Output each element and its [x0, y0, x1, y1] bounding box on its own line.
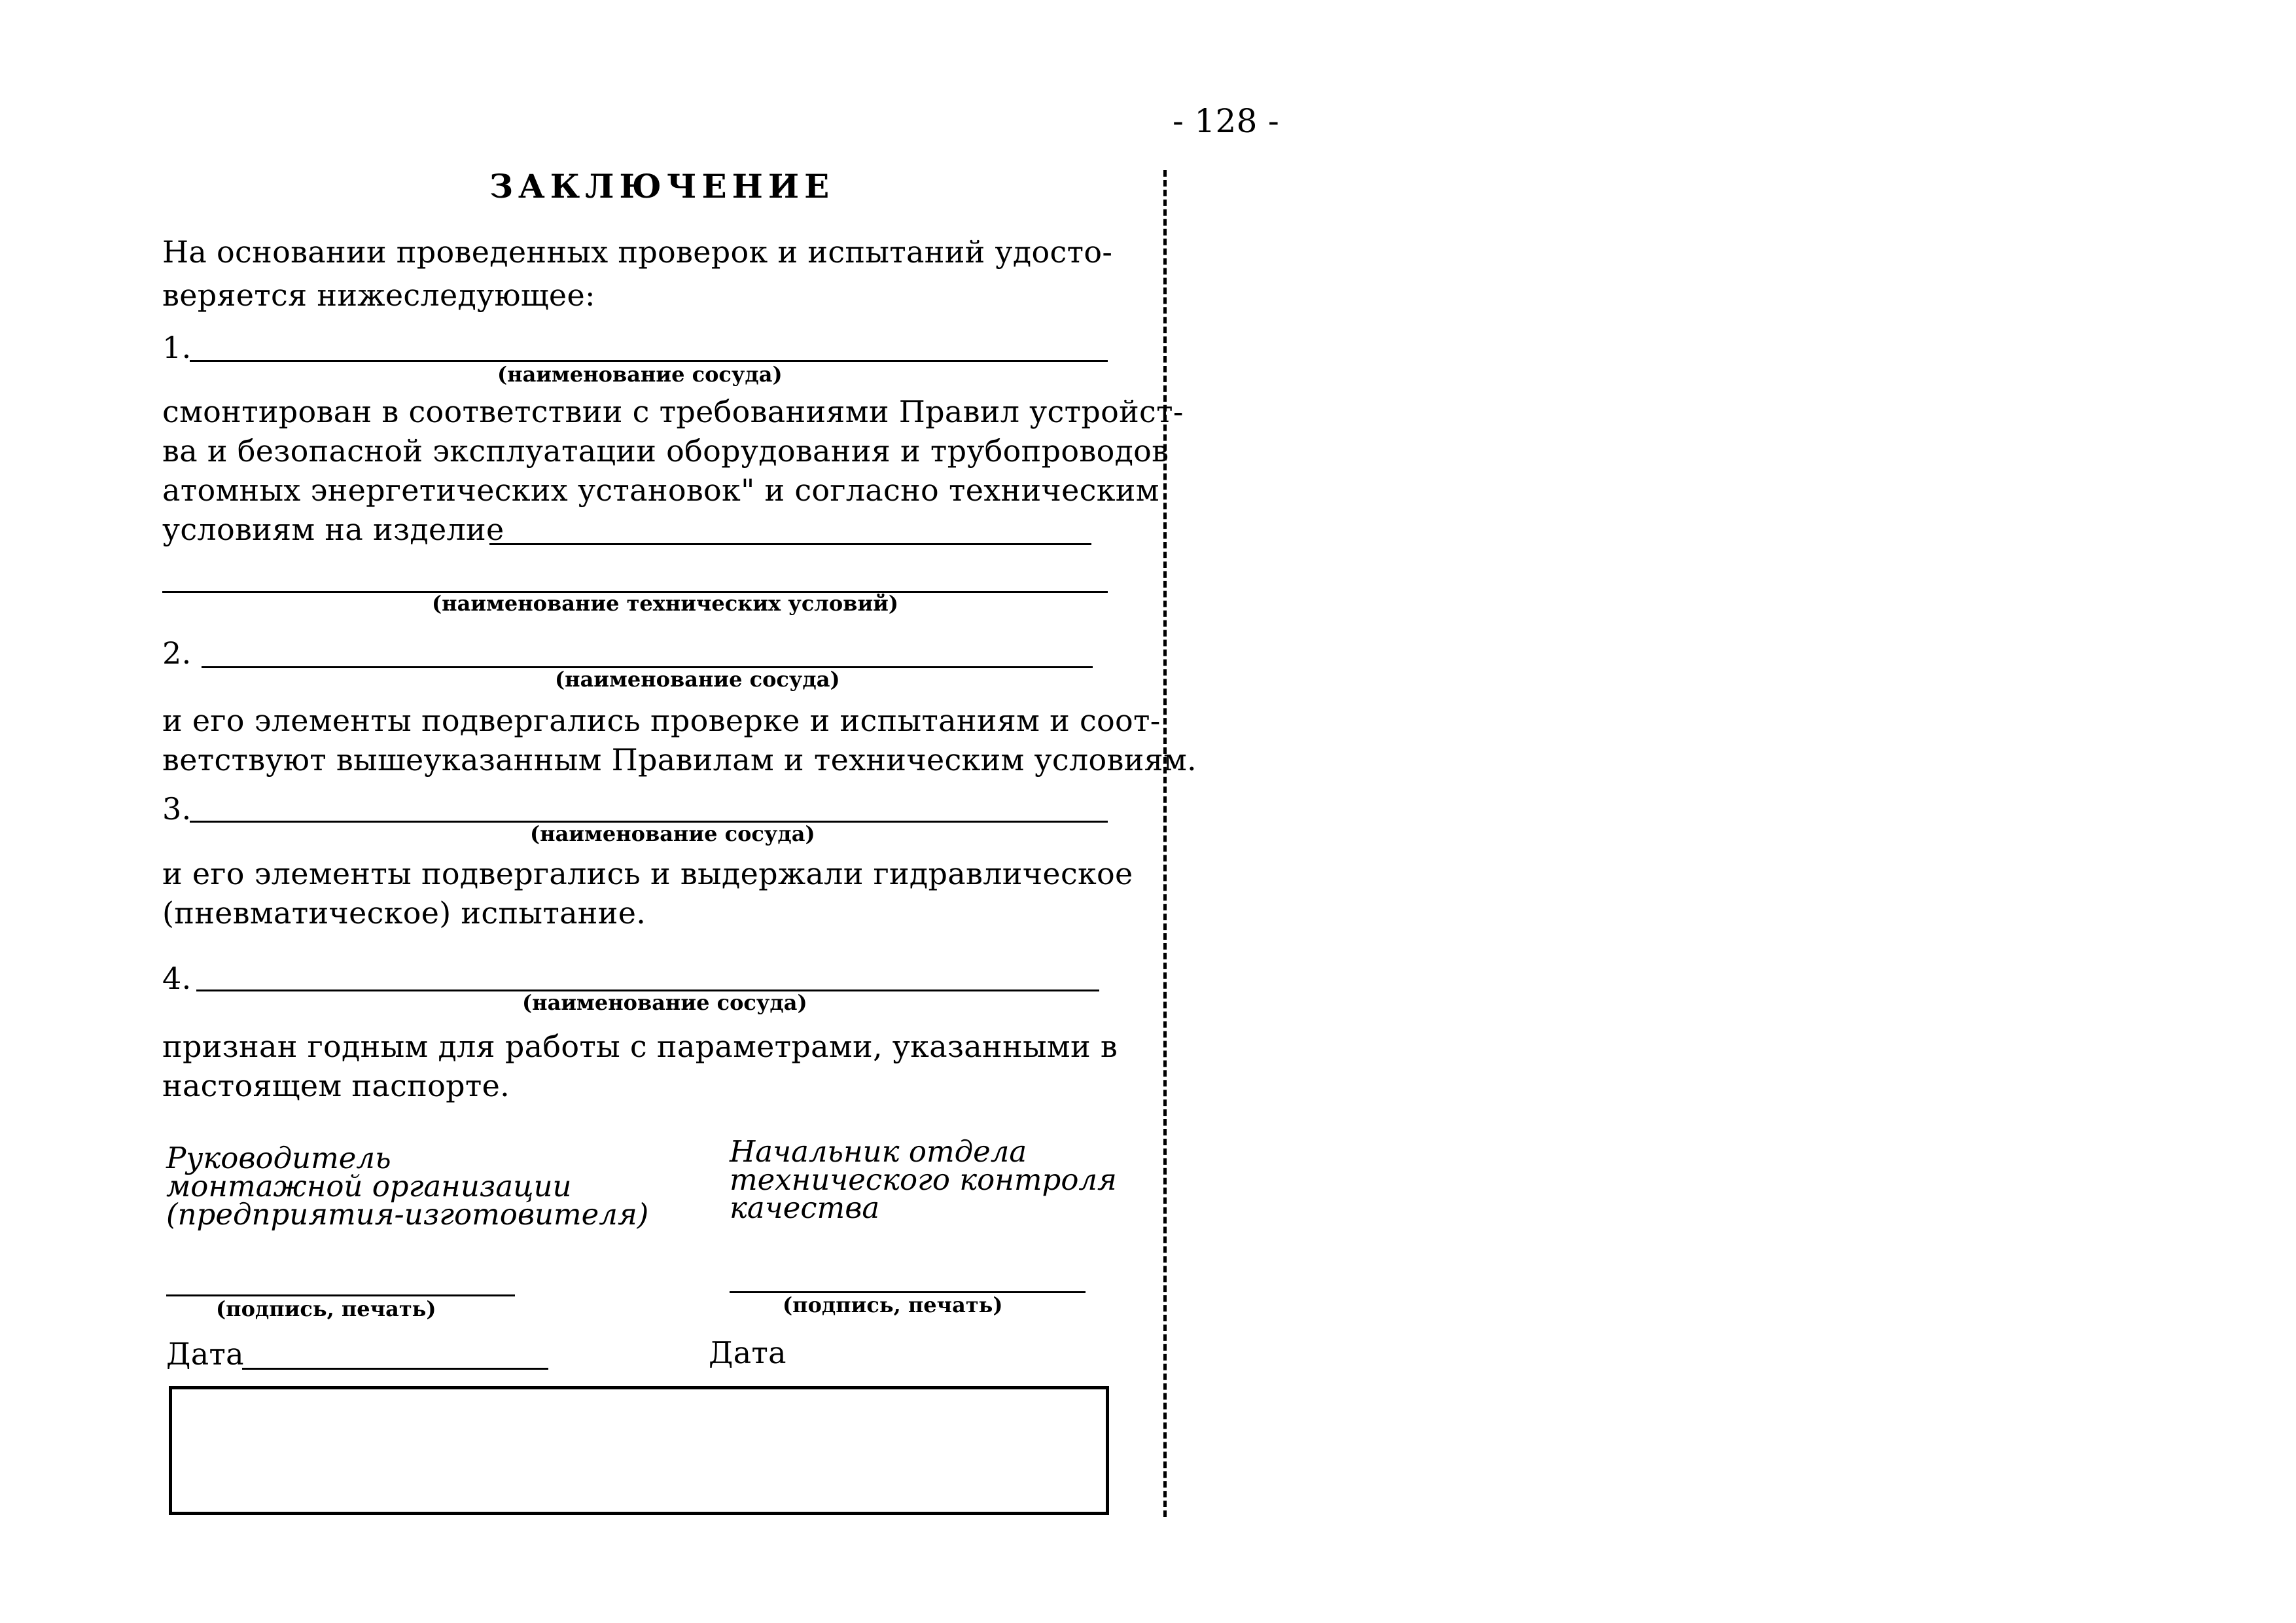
right-date-label: Дата	[709, 1335, 786, 1370]
left-signatory-line-2: монтажной организации	[166, 1169, 572, 1204]
intro-line-2: веряется нижеследующее:	[162, 277, 595, 313]
right-signature-caption: (подпись, печать)	[783, 1293, 1003, 1317]
right-signatory-line-3: качества	[730, 1190, 880, 1225]
item-3-caption: (наименование сосуда)	[530, 821, 815, 846]
spec-caption: (наименование технических условий)	[432, 591, 899, 616]
left-signatory-line-3: (предприятия-изготовителя)	[166, 1197, 649, 1232]
item-2-caption: (наименование сосуда)	[555, 667, 840, 692]
left-date-field[interactable]	[242, 1368, 548, 1370]
right-signatory-line-2: технического контроля	[730, 1162, 1117, 1197]
item-3-text-line-1: и его элементы подвергались и выдержали гидравлическое	[162, 856, 1133, 891]
left-signatory-title	[166, 1141, 649, 1232]
item-4-text-line-2: настоящем паспорте.	[162, 1068, 510, 1103]
page-number: - 128 -	[1173, 102, 1280, 140]
item-4-text-line-1: признан годным для работы с параметрами, указанными в	[162, 1029, 1118, 1064]
item-1-number: 1.	[162, 330, 192, 365]
product-spec-field[interactable]	[489, 543, 1091, 545]
intro-line-1: На основании проведенных проверок и испытаний удосто-	[162, 234, 1113, 270]
item-2-number: 2.	[162, 635, 192, 671]
right-signatory-title	[730, 1134, 1117, 1225]
item-4-caption: (наименование сосуда)	[522, 990, 807, 1015]
page-title: ЗАКЛЮЧЕНИЕ	[489, 167, 835, 205]
item-3-number: 3.	[162, 791, 192, 827]
item-1-text-line-1: смонтирован в соответствии с требованиями Правил устройст-	[162, 394, 1184, 429]
left-date-label: Дата	[166, 1336, 244, 1372]
item-4-number: 4.	[162, 961, 192, 996]
item-1-text-line-3: атомных энергетических установок" и согласно техническим	[162, 473, 1159, 508]
item-1-text-line-2: ва и безопасной эксплуатации оборудования и трубопроводов	[162, 433, 1169, 469]
left-signatory-line-1: Руководитель	[166, 1141, 391, 1175]
item-3-text-line-2: (пневматическое) испытание.	[162, 895, 646, 931]
right-signatory-line-1: Начальник отдела	[730, 1134, 1027, 1169]
item-2-text-line-1: и его элементы подвергались проверке и испытаниям и соот-	[162, 703, 1161, 738]
item-1-caption: (наименование сосуда)	[497, 362, 783, 387]
left-signature-caption: (подпись, печать)	[216, 1296, 436, 1321]
item-2-text-line-2: ветствуют вышеуказанным Правилам и техническим условиям.	[162, 742, 1197, 777]
cut-line	[1163, 170, 1167, 1517]
item-1-text-line-4: условиям на изделие	[162, 512, 504, 547]
stamp-box[interactable]	[169, 1386, 1109, 1515]
